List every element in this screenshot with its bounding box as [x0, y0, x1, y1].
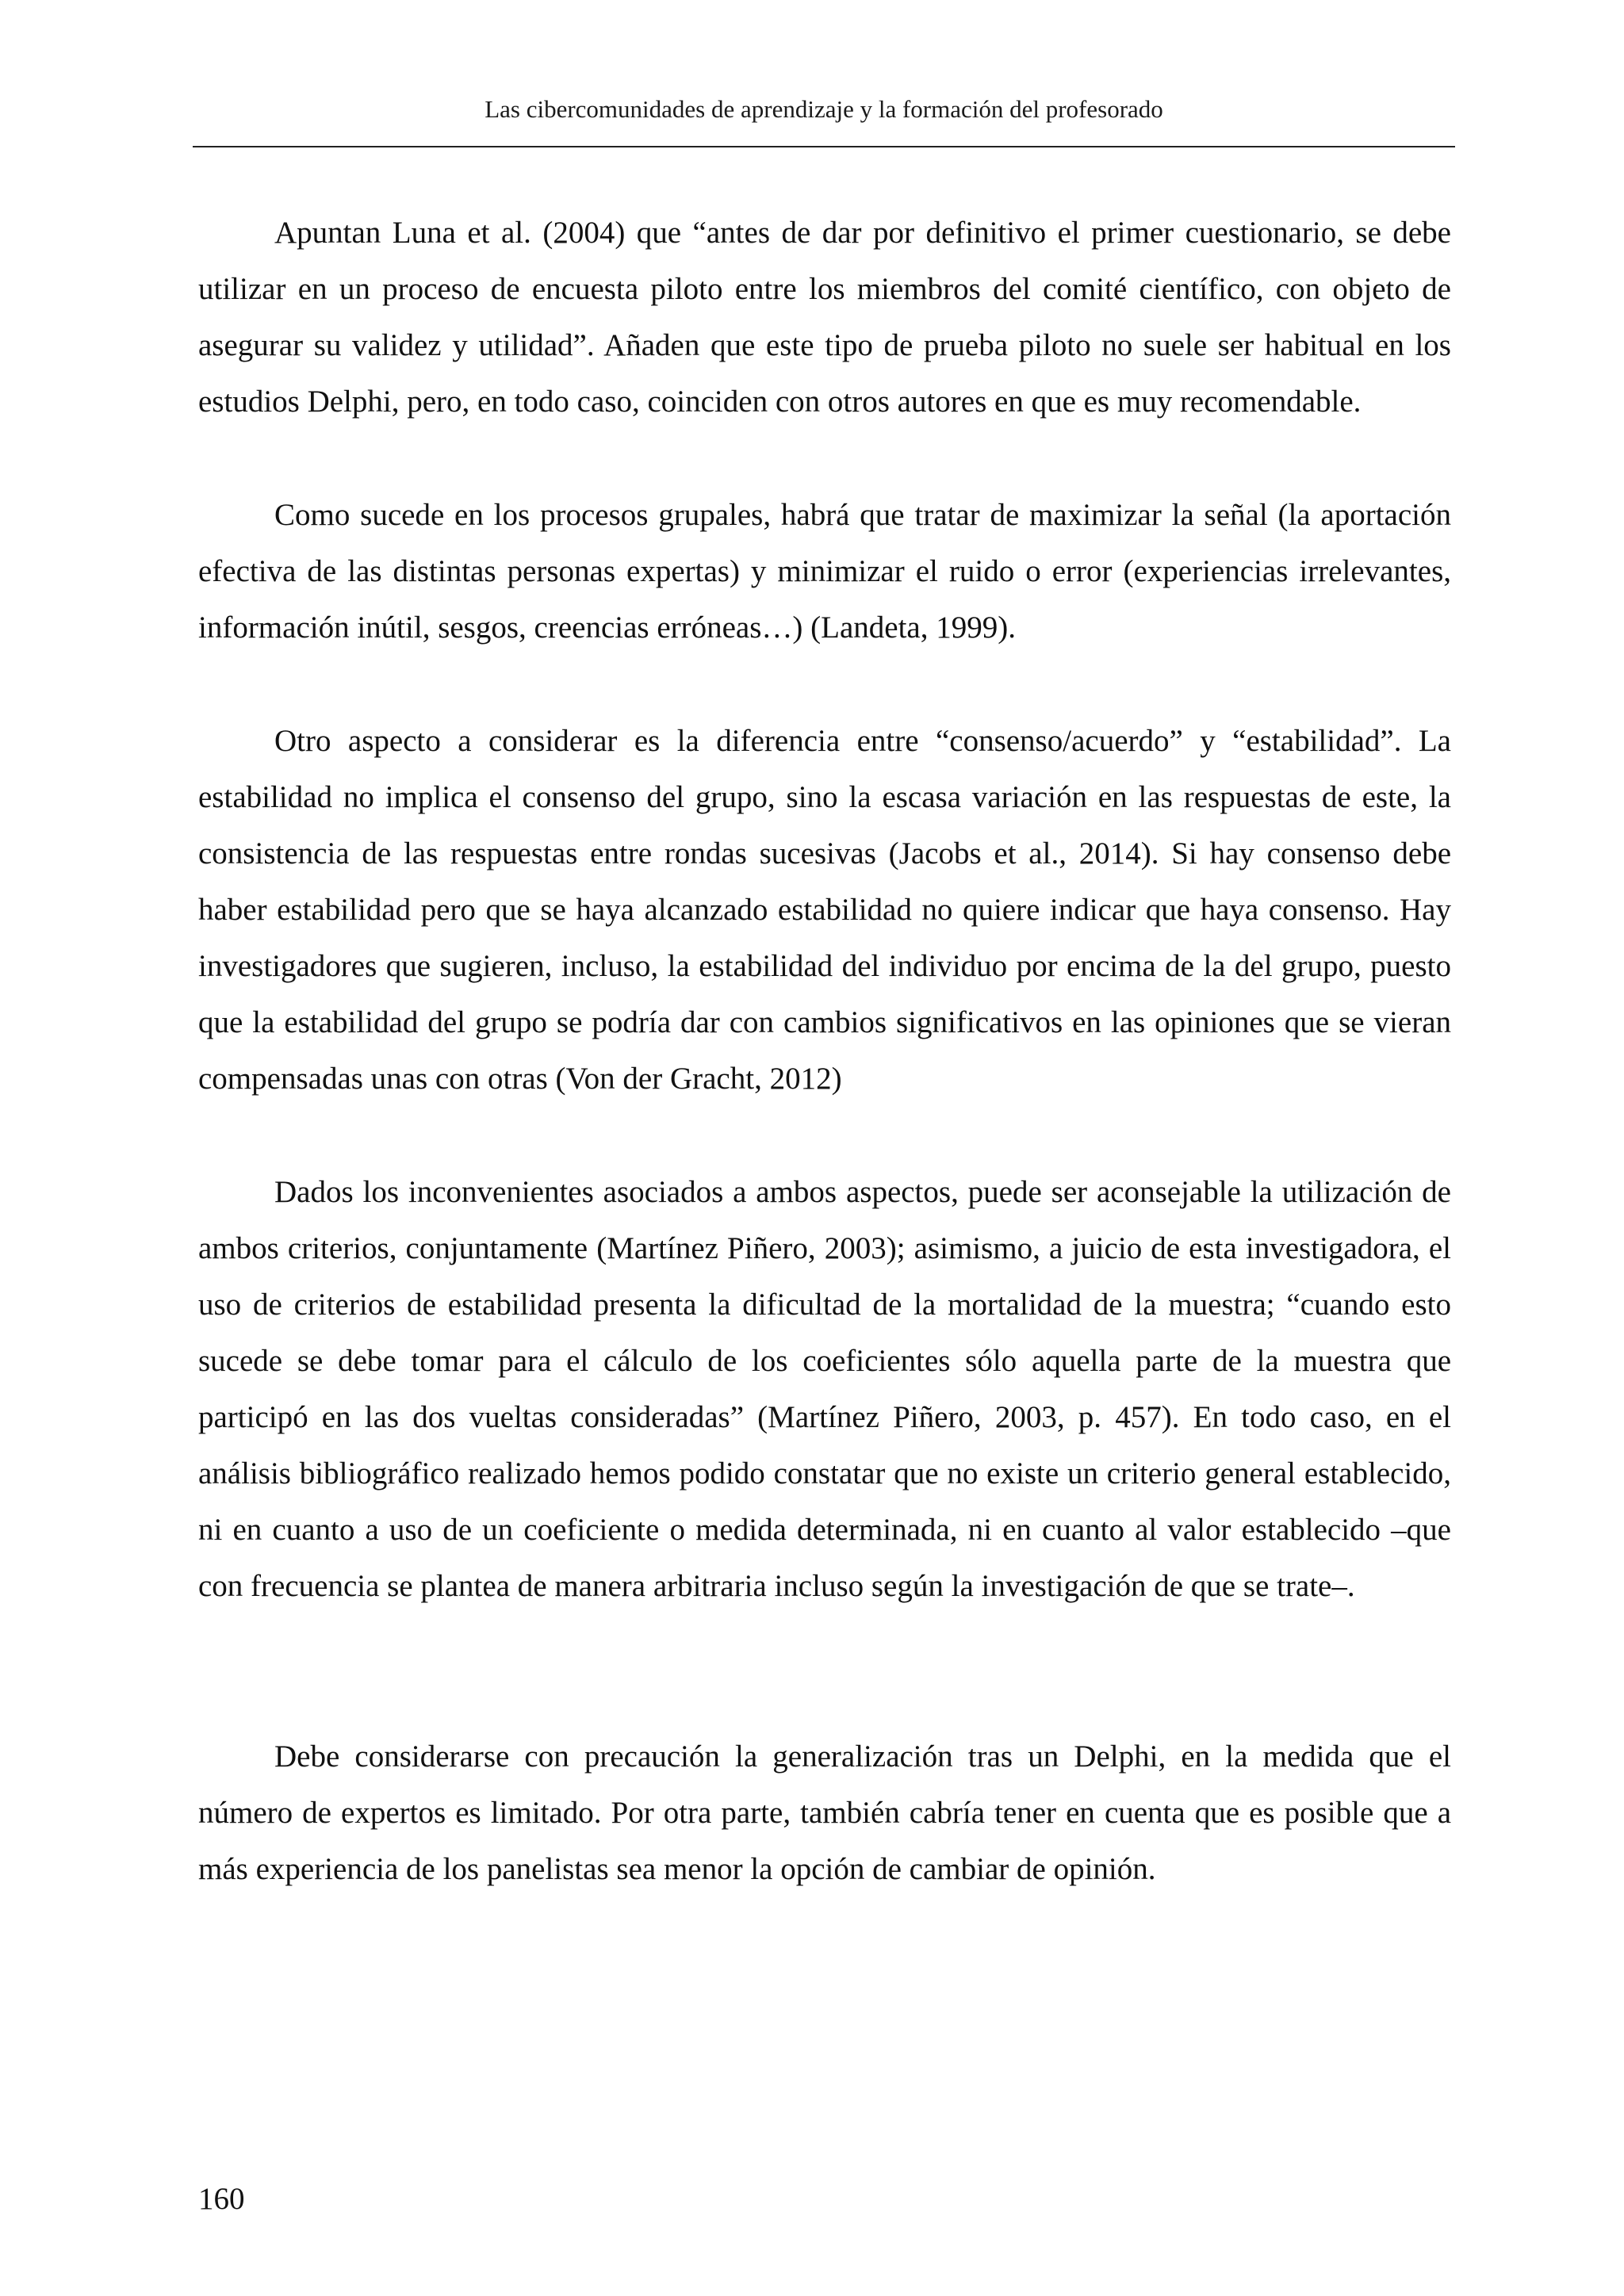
paragraph-1: Apuntan Luna et al. (2004) que “antes de dar por definitivo el primer cuestionario, se debe utilizar en un proceso de encuesta piloto entre los miembros del comité científico, con objeto de asegurar su validez y utilidad”. Añaden que este tipo de prueba piloto no suele ser habitual en los estudios Delphi, pero, en todo caso, coinciden con otros autores en que es muy recomendable. [198, 216, 1451, 419]
paragraph-3: Otro aspecto a considerar es la diferencia entre “consenso/acuerdo” y “estabilidad”. La estabilidad no implica el consenso del grupo, sino la escasa variación en las respuestas de este, la consistencia de las respuestas entre rondas sucesivas (Jacobs et al., 2014). Si hay consenso debe haber estabilidad pero que se haya alcanzado estabilidad no quiere indicar que haya consenso. Hay investigadores que sugieren, incluso, la estabilidad del individuo por encima de la del grupo, puesto que la estabilidad del grupo se podría dar con cambios significativos en las opiniones que se vieran compensadas unas con otras (Von der Gracht, 2012) [198, 724, 1451, 1096]
running-header: Las cibercomunidades de aprendizaje y la formación del profesorado [485, 95, 1163, 123]
header-rule [193, 146, 1455, 147]
paragraph-5: Debe considerarse con precaución la generalización tras un Delphi, en la medida que el número de expertos es limitado. Por otra parte, también cabría tener en cuenta que es posible que a más experiencia de los panelistas sea menor la opción de cambiar de opinión. [198, 1739, 1451, 1886]
body-text [198, 205, 1451, 1897]
paragraph-2: Como sucede en los procesos grupales, habrá que tratar de maximizar la señal (la aportación efectiva de las distintas personas expertas) y minimizar el ruido o error (experiencias irrelevantes, información inútil, sesgos, creencias erróneas…) (Landeta, 1999). [198, 498, 1451, 645]
paragraph-4: Dados los inconvenientes asociados a ambos aspectos, puede ser aconsejable la utilización de ambos criterios, conjuntamente (Martínez Piñero, 2003); asimismo, a juicio de esta investigadora, el uso de criterios de estabilidad presenta la dificultad de la mortalidad de la muestra; “cuando esto sucede se debe tomar para el cálculo de los coeficientes sólo aquella parte de la muestra que participó en las dos vueltas consideradas” (Martínez Piñero, 2003, p. 457). En todo caso, en el análisis bibliográfico realizado hemos podido constatar que no existe un criterio general establecido, ni en cuanto a uso de un coeficiente o medida determinada, ni en cuanto al valor establecido –que con frecuencia se plantea de manera arbitraria incluso según la investigación de que se trate–. [198, 1175, 1451, 1603]
page-number: 160 [198, 2182, 245, 2216]
